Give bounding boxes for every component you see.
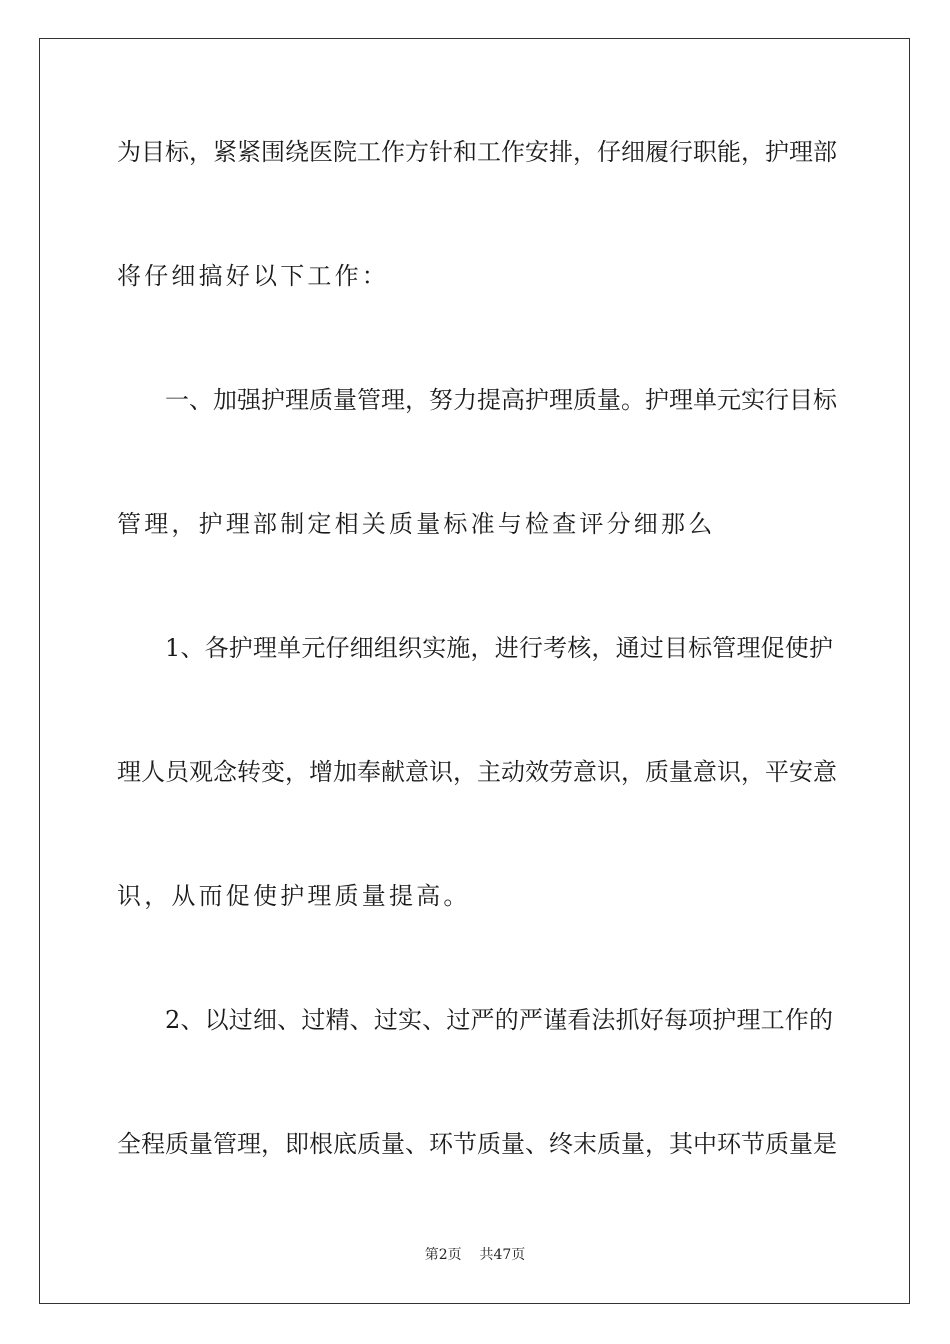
paragraph-line-7: 识，从而促使护理质量提高。 (117, 882, 471, 910)
paragraph-line-3: 一、加强护理质量管理，努力提高护理质量。护理单元实行目标 (165, 386, 837, 414)
paragraph-line-6: 理人员观念转变，增加奉献意识，主动效劳意识，质量意识，平安意 (117, 758, 837, 786)
page-border (39, 38, 910, 1304)
paragraph-line-1: 为目标，紧紧围绕医院工作方针和工作安排，仔细履行职能，护理部 (117, 138, 837, 166)
page-footer (0, 1246, 950, 1264)
paragraph-line-2: 将仔细搞好以下工作： (117, 262, 389, 290)
paragraph-line-5: 1、各护理单元仔细组织实施，进行考核，通过目标管理促使护 (165, 634, 833, 662)
paragraph-line-8: 2、以过细、过精、过实、过严的严谨看法抓好每项护理工作的 (165, 1006, 833, 1034)
page-number-total: 共47页 (479, 1247, 526, 1263)
page-number-current: 第2页 (424, 1247, 462, 1263)
paragraph-line-4: 管理，护理部制定相关质量标准与检查评分细那么 (117, 510, 716, 538)
paragraph-line-9: 全程质量管理，即根底质量、环节质量、终末质量，其中环节质量是 (117, 1130, 837, 1158)
